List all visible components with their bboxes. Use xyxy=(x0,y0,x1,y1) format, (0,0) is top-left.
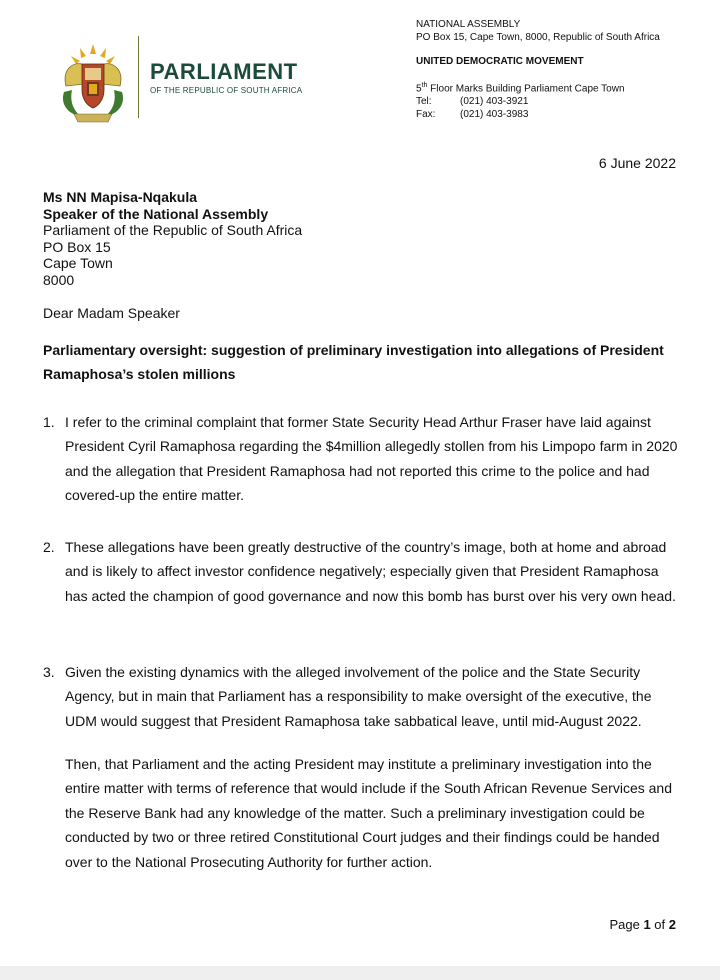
recipient-line3: Cape Town xyxy=(43,255,113,272)
subject-line: Parliamentary oversight: suggestion of preliminary investigation into allegations of President Ramaphosa’s stolen millions xyxy=(43,342,664,382)
page-bottom-strip xyxy=(0,966,720,980)
recipient-block xyxy=(43,189,302,289)
recipient-title: Speaker of the National Assembly xyxy=(43,205,269,222)
paragraph-number: 3. xyxy=(43,664,55,680)
fax-number: (021) 403-3983 xyxy=(460,109,529,121)
recipient-line2: PO Box 15 xyxy=(43,238,111,255)
tel-label: Tel: xyxy=(416,96,432,108)
letter-date: 6 June 2022 xyxy=(598,155,676,171)
paragraph-2 xyxy=(43,535,683,608)
brand-name: PARLIAMENT xyxy=(150,59,298,84)
paragraph-number: 1. xyxy=(43,414,55,430)
tel-number: (021) 403-3921 xyxy=(460,96,529,108)
organisation-name: UNITED DEMOCRATIC MOVEMENT xyxy=(416,56,584,67)
paragraph-3-continued xyxy=(43,752,683,874)
telephone-row xyxy=(416,95,706,108)
address-block xyxy=(416,18,706,121)
recipient-name: Ms NN Mapisa-Nqakula xyxy=(43,189,198,205)
brand-subtitle: OF THE REPUBLIC OF SOUTH AFRICA xyxy=(150,86,303,95)
address-line1: NATIONAL ASSEMBLY xyxy=(416,19,521,30)
paragraph-text: These allegations have been greatly destructive of the country’s image, both at home and abroad and is likely to affect investor confidence negatively; especially given that President Ramaphosa has acted the champion of good governance and now this bomb has burst over his very own head. xyxy=(65,539,676,604)
salutation: Dear Madam Speaker xyxy=(43,305,180,321)
paragraph-text: Then, that Parliament and the acting President may institute a preliminary investigation into the entire matter with terms of reference that would include if the South African Revenue Services and the Reserve Bank had any knowledge of the matter. Such a preliminary investigation could be conducted by two or three retired Constitutional Court judges and their findings could be handed over to the National Prosecuting Authority for further action. xyxy=(65,756,672,870)
total-pages: 2 xyxy=(668,917,676,932)
letterhead-divider xyxy=(138,36,139,118)
of-word: of xyxy=(654,917,666,932)
recipient-line1: Parliament of the Republic of South Africa xyxy=(43,222,303,239)
letterhead-brand xyxy=(150,60,302,96)
paragraph-text: I refer to the criminal complaint that former State Security Head Arthur Fraser have laid against President Cyril Ramaphosa regarding the $4million allegedly stollen from his Limpopo farm in 2020 and the allegation that President Ramaphosa had not reported this crime to the police and had covered-up the entire matter. xyxy=(65,414,678,504)
page-word: Page xyxy=(609,917,640,932)
recipient-line4: 8000 xyxy=(43,271,75,288)
current-page: 1 xyxy=(643,917,651,932)
paragraph-text: Given the existing dynamics with the alleged involvement of the police and the State Security Agency, but in main that Parliament has a responsibility to make oversight of the executive, the UDM would suggest that President Ramaphosa take sabbatical leave, until mid-August 2022. xyxy=(65,664,652,729)
paragraph-1 xyxy=(43,410,683,508)
page-footer xyxy=(609,917,676,932)
fax-row xyxy=(416,108,706,121)
fax-label: Fax: xyxy=(416,109,436,121)
paragraph-3 xyxy=(43,660,683,733)
parliament-crest-icon xyxy=(58,40,128,124)
floor-address: 5th Floor Marks Building Parliament Cape Town xyxy=(416,82,625,95)
paragraph-number: 2. xyxy=(43,539,55,555)
address-line2: PO Box 15, Cape Town, 8000, Republic of South Africa xyxy=(416,32,660,43)
